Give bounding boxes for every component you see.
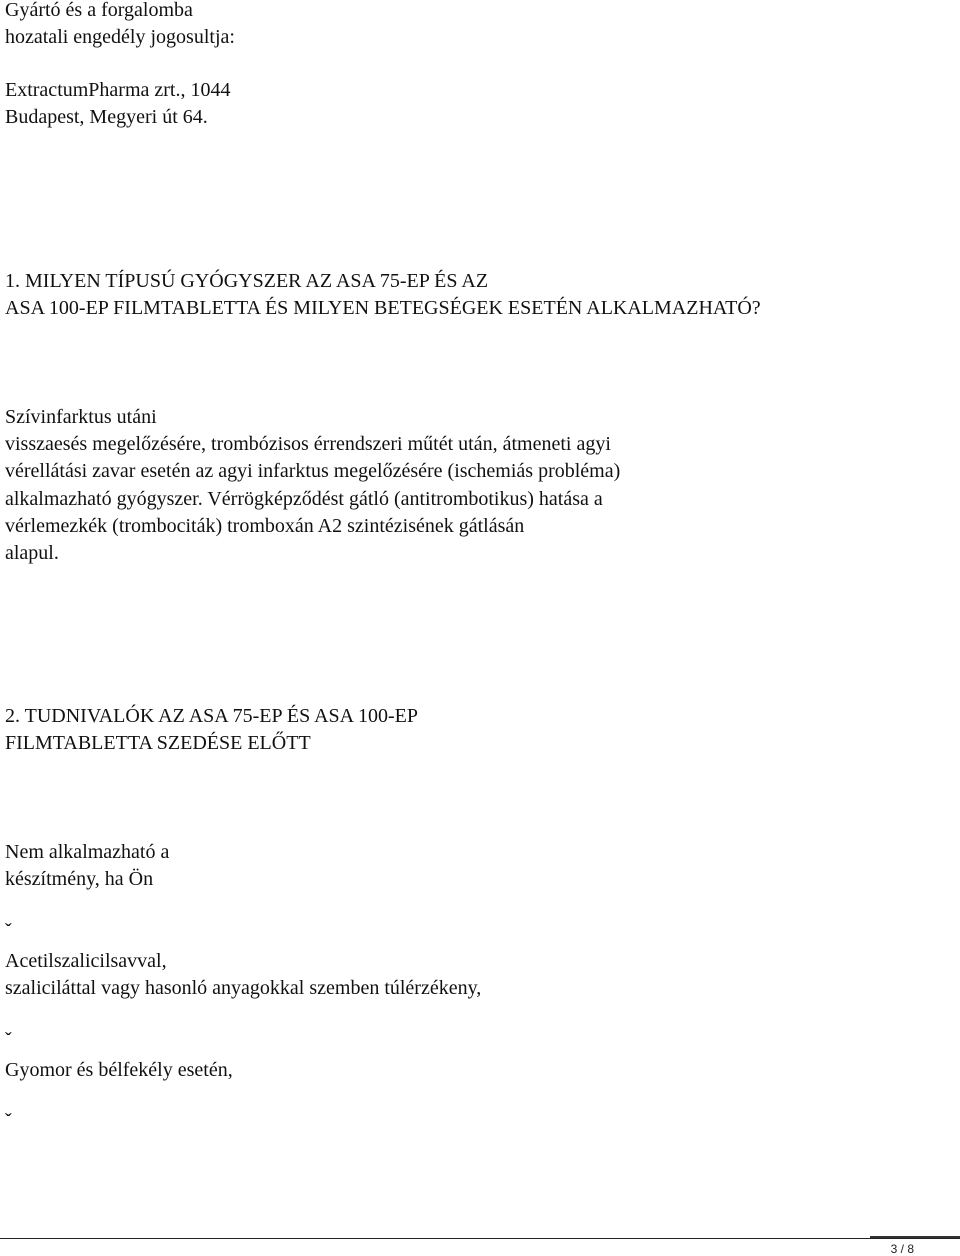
- holder-address-line-1: ExtractumPharma zrt., 1044: [5, 79, 231, 101]
- section1-body-line-4: alkalmazható gyógyszer. Vérrögképződést gátló (antitrombotikus) hatása a: [5, 488, 603, 510]
- holder-address-line-2: Budapest, Megyeri út 64.: [5, 106, 208, 128]
- section1-heading-line-1: 1. MILYEN TÍPUSÚ GYÓGYSZER AZ ASA 75-EP ÉS AZ: [5, 270, 489, 292]
- section2-item1-line-2: szaliciláttal vagy hasonló anyagokkal szemben túlérzékeny,: [5, 977, 482, 999]
- holder-label-line-1: Gyártó és a forgalomba: [5, 0, 193, 21]
- section1-body-line-3: vérellátási zavar esetén az agyi infarktus megelőzésére (ischemiás probléma): [5, 460, 621, 482]
- section2-heading-line-1: 2. TUDNIVALÓK AZ ASA 75-EP ÉS ASA 100-EP: [5, 705, 419, 727]
- page-number: 3 / 8: [890, 1242, 914, 1256]
- bullet-icon: ˇ: [5, 920, 12, 942]
- section1-body-line-5: vérlemezkék (trombociták) tromboxán A2 szintézisének gátlásán: [5, 515, 525, 537]
- section1-body-line-6: alapul.: [5, 542, 59, 564]
- section1-body-line-1: Szívinfarktus utáni: [5, 406, 157, 428]
- section2-intro-line-1: Nem alkalmazható a: [5, 841, 170, 863]
- holder-label-line-2: hozatali engedély jogosultja:: [5, 26, 235, 48]
- footer-divider-accent: [870, 1236, 960, 1238]
- bullet-icon: ˇ: [5, 1110, 12, 1132]
- footer-divider: [0, 1238, 960, 1239]
- bullet-icon: ˇ: [5, 1029, 12, 1051]
- section1-heading-line-2: ASA 100-EP FILMTABLETTA ÉS MILYEN BETEGSÉGEK ESETÉN ALKALMAZHATÓ?: [5, 297, 761, 319]
- section1-body-line-2: visszaesés megelőzésére, trombózisos érrendszeri műtét után, átmeneti agyi: [5, 433, 611, 455]
- section2-heading-line-2: FILMTABLETTA SZEDÉSE ELŐTT: [5, 732, 311, 754]
- section2-item1-line-1: Acetilszalicilsavval,: [5, 950, 167, 972]
- section2-item2-line-1: Gyomor és bélfekély esetén,: [5, 1059, 233, 1081]
- section2-intro-line-2: készítmény, ha Ön: [5, 868, 154, 890]
